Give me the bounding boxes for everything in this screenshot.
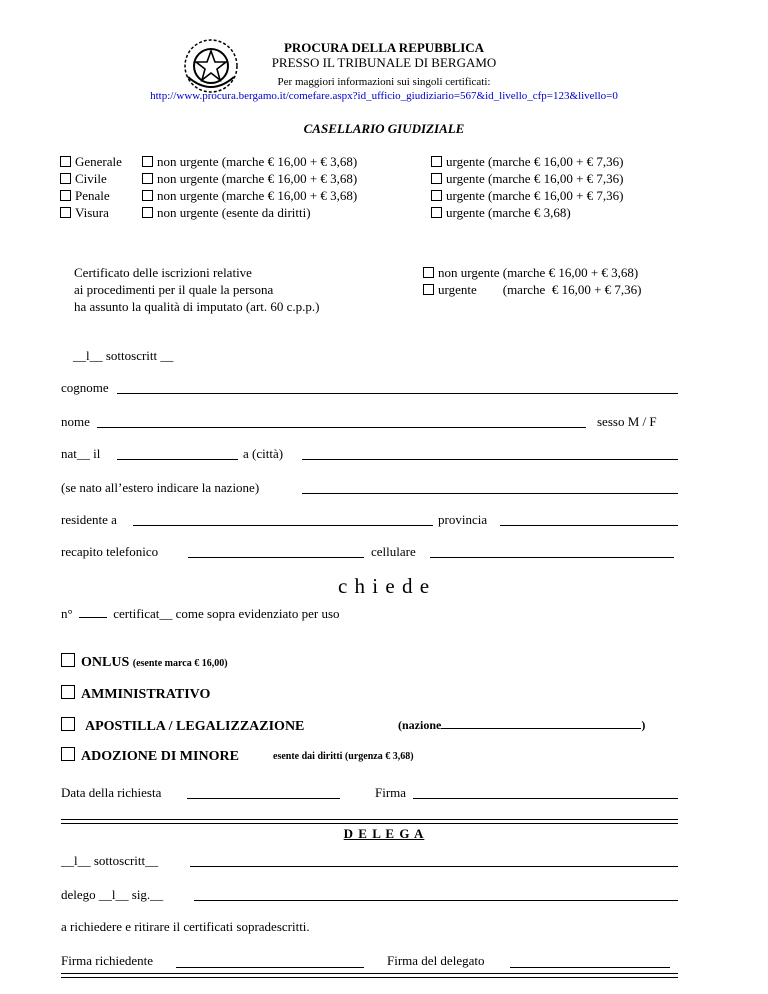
delega-sottoscritt-label: __l__ sottoscritt__ bbox=[61, 853, 159, 868]
nome-label: nome bbox=[61, 414, 90, 429]
cognome-field[interactable] bbox=[117, 393, 678, 394]
nazione-line: (nazione ) bbox=[398, 718, 646, 732]
firma-richiedente-label: Firma richiedente bbox=[61, 953, 154, 968]
cert-row[interactable]: Visura bbox=[60, 204, 122, 221]
office-title: PROCURA DELLA REPUBBLICA bbox=[283, 40, 485, 55]
option-box-icon[interactable] bbox=[142, 190, 153, 201]
checkbox-icon[interactable] bbox=[61, 747, 75, 761]
info-link[interactable]: http://www.procura.bergamo.it/comefare.aspx?id_ufficio_giudiziario=567&id_livello_cfp=123&livello=0 bbox=[150, 90, 618, 102]
uso-line: n° certificat__ come sopra evidenziato per uso bbox=[61, 606, 340, 621]
checkbox-icon[interactable] bbox=[61, 717, 75, 731]
birthdate-field[interactable] bbox=[117, 459, 238, 460]
use-apostilla[interactable]: APOSTILLA / LEGALIZZAZIONE bbox=[61, 716, 304, 735]
checkbox-icon[interactable] bbox=[60, 173, 71, 184]
option-box-icon[interactable] bbox=[431, 207, 442, 218]
citta-label: a (città) bbox=[243, 446, 284, 461]
recapito-label: recapito telefonico bbox=[61, 544, 159, 559]
option-box-icon[interactable] bbox=[142, 207, 153, 218]
estero-label: (se nato all’estero indicare la nazione) bbox=[61, 480, 260, 495]
date-field[interactable] bbox=[187, 798, 340, 799]
mobile-field[interactable] bbox=[430, 557, 674, 558]
section-title: CASELLARIO GIUDIZIALE bbox=[303, 121, 465, 136]
chiede-heading: c h i e d e bbox=[337, 574, 431, 598]
cert-urgent-options: urgente (marche € 16,00 + € 7,36) urgente (marche € 16,00 + € 7,36) urgente (marche € 16,00 + € 7,36) urgente (marche € 3,68) bbox=[431, 153, 624, 221]
signature-field[interactable] bbox=[413, 798, 678, 799]
delega-title: D E L E G A bbox=[343, 826, 425, 841]
residence-field[interactable] bbox=[133, 525, 433, 526]
adozione-note: esente dai diritti (urgenza € 3,68) bbox=[273, 751, 414, 762]
office-subtitle: PRESSO IL TRIBUNALE DI BERGAMO bbox=[271, 55, 497, 70]
nome-field[interactable] bbox=[97, 427, 586, 428]
option-box-icon[interactable] bbox=[423, 284, 434, 295]
data-richiesta-label: Data della richiesta bbox=[61, 785, 162, 800]
use-amministrativo[interactable]: AMMINISTRATIVO bbox=[61, 684, 210, 703]
nazione-field[interactable] bbox=[441, 728, 641, 729]
delegante-field[interactable] bbox=[190, 866, 678, 867]
option-box-icon[interactable] bbox=[431, 190, 442, 201]
provincia-label: provincia bbox=[438, 512, 488, 527]
delegato-field[interactable] bbox=[194, 900, 678, 901]
cert-row[interactable]: Penale bbox=[60, 187, 122, 204]
delego-label: delego __l__ sig.__ bbox=[61, 887, 164, 902]
bottom-divider-2 bbox=[61, 977, 678, 978]
checkbox-icon[interactable] bbox=[60, 156, 71, 167]
option-box-icon[interactable] bbox=[431, 156, 442, 167]
nato-label: nat__ il bbox=[61, 446, 101, 461]
sesso-label[interactable]: sesso M / F bbox=[597, 414, 657, 429]
option-box-icon[interactable] bbox=[423, 267, 434, 278]
cert-row[interactable]: Civile bbox=[60, 170, 122, 187]
phone-field[interactable] bbox=[188, 557, 364, 558]
province-field[interactable] bbox=[500, 525, 678, 526]
nation-field[interactable] bbox=[302, 493, 678, 494]
cellulare-label: cellulare bbox=[371, 544, 416, 559]
bottom-divider bbox=[61, 973, 678, 974]
firma-label: Firma bbox=[375, 785, 407, 800]
option-box-icon[interactable] bbox=[431, 173, 442, 184]
residente-label: residente a bbox=[61, 512, 117, 527]
delega-text: a richiedere e ritirare il certificati sopradescritti. bbox=[61, 919, 310, 934]
checkbox-icon[interactable] bbox=[60, 207, 71, 218]
divider-bottom bbox=[61, 823, 678, 824]
cert-names bbox=[60, 153, 122, 221]
birthplace-field[interactable] bbox=[302, 459, 678, 460]
quantity-field[interactable] bbox=[79, 617, 107, 618]
checkbox-icon[interactable] bbox=[61, 653, 75, 667]
checkbox-icon[interactable] bbox=[60, 190, 71, 201]
option-box-icon[interactable] bbox=[142, 156, 153, 167]
cognome-label: cognome bbox=[61, 380, 109, 395]
use-adozione[interactable]: ADOZIONE DI MINORE bbox=[61, 746, 239, 765]
sottoscritt-label: __l__ sottoscritt __ bbox=[73, 348, 174, 363]
option-box-icon[interactable] bbox=[142, 173, 153, 184]
special-cert-text: Certificato delle iscrizioni relative ai procedimenti per il quale la persona ha assunto la qualità di imputato (art. 60 c.p.p.) bbox=[74, 265, 320, 314]
special-cert-options: non urgente (marche € 16,00 + € 3,68) urgente (marche € 16,00 + € 7,36) bbox=[423, 264, 642, 298]
info-text: Per maggiori informazioni sui singoli certificati: bbox=[277, 76, 491, 88]
cert-non-urgent-options: non urgente (marche € 16,00 + € 3,68) non urgente (marche € 16,00 + € 3,68) non urgente (marche € 16,00 + € 3,68) non urgente (esente da diritti) bbox=[142, 153, 357, 221]
cert-row[interactable]: Generale bbox=[60, 153, 122, 170]
firma-delegato-field[interactable] bbox=[510, 967, 670, 968]
divider-top bbox=[61, 819, 678, 820]
use-onlus[interactable]: ONLUS (esente marca € 16,00) bbox=[61, 652, 228, 671]
checkbox-icon[interactable] bbox=[61, 685, 75, 699]
firma-richiedente-field[interactable] bbox=[176, 967, 364, 968]
firma-delegato-label: Firma del delegato bbox=[387, 953, 485, 968]
